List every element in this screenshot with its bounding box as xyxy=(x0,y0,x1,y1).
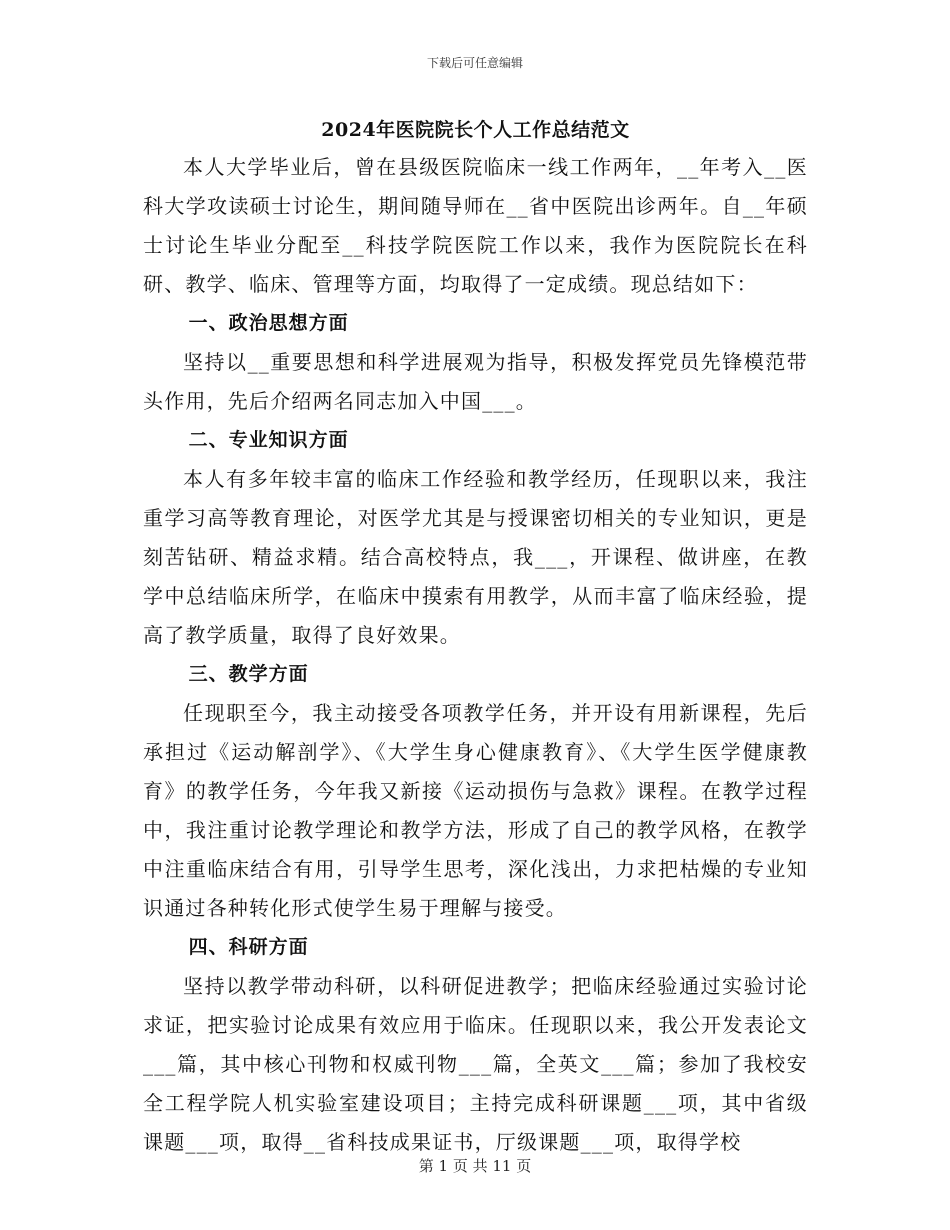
page-number: 第 1 页 共 11 页 xyxy=(418,1157,532,1175)
section-heading-politics: 一、政治思想方面 xyxy=(188,312,349,334)
section-text-politics: 坚持以__重要思想和科学进展观为指导，积极发挥党员先锋模范带头作用，先后介绍两名同志加入中国___。 xyxy=(143,350,808,413)
document-title: 2024年医院院长个人工作总结范文 xyxy=(321,119,630,141)
header-note: 下载后可任意编辑 xyxy=(426,56,523,70)
intro-paragraph: 本人大学毕业后，曾在县级医院临床一线工作两年，__年考入__医科大学攻读硕士讨论生，期间随导师在__省中医院出诊两年。自__年硕士讨论生毕业分配至__科技学院医院工作以来，我作为医院院长在科研、教学、临床、管理等方面，均取得了一定成绩。现总结如下： xyxy=(143,155,808,296)
document-body xyxy=(143,112,808,1162)
section-text-research: 坚持以教学带动科研，以科研促进教学；把临床经验通过实验讨论求证，把实验讨论成果有效应用于临床。任现职以来，我公开发表论文___篇，其中核心刊物和权威刊物___篇，全英文___篇；参加了我校安全工程学院人机实验室建设项目；主持完成科研课题___项，其中省级课题___项，取得__省科技成果证书，厅级课题___项，取得学校 xyxy=(143,974,808,1154)
section-text-teaching: 任现职至今，我主动接受各项教学任务，并开设有用新课程，先后承担过《运动解剖学》、《大学生身心健康教育》、《大学生医学健康教育》的教学任务，今年我又新接《运动损伤与急救》课程。在教学过程中，我注重讨论教学理论和教学方法，形成了自己的教学风格，在教学中注重临床结合有用，引导学生思考，深化浅出，力求把枯燥的专业知识通过各种转化形式使学生易于理解与接受。 xyxy=(143,701,808,920)
section-heading-teaching: 三、教学方面 xyxy=(188,663,309,685)
section-heading-professional: 二、专业知识方面 xyxy=(188,429,349,451)
section-text-professional: 本人有多年较丰富的临床工作经验和教学经历，任现职以来，我注重学习高等教育理论，对医学尤其是与授课密切相关的专业知识，更是刻苦钻研、精益求精。结合高校特点，我___，开课程、做讲座，在教学中总结临床所学，在临床中摸索有用教学，从而丰富了临床经验，提高了教学质量，取得了良好效果。 xyxy=(143,467,808,647)
section-heading-research: 四、科研方面 xyxy=(188,936,309,958)
